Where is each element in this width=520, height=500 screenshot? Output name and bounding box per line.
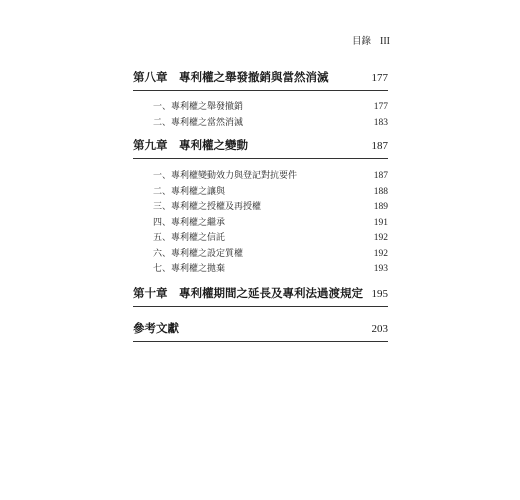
chapter-title: 第八章 專利權之舉發撤銷與當然消滅 — [133, 70, 329, 84]
chapter-heading[interactable] — [133, 137, 388, 159]
toc-chapter-10 — [133, 285, 388, 307]
section-title: 二、專利權之當然消滅 — [153, 117, 244, 128]
section-page-number: 191 — [373, 217, 388, 228]
section-title: 四、專利權之繼承 — [153, 217, 226, 228]
toc-section-row[interactable] — [133, 246, 388, 262]
toc-section-row[interactable] — [133, 261, 388, 277]
toc-section-row[interactable] — [133, 184, 388, 200]
chapter-page-number: 187 — [371, 140, 388, 152]
section-title: 七、專利權之拋棄 — [153, 264, 226, 274]
toc-section-row[interactable] — [133, 115, 388, 131]
section-list — [133, 99, 388, 130]
toc-chapter-8 — [133, 69, 388, 130]
section-title: 一、專利權變動效力與登記對抗要件 — [153, 171, 298, 181]
toc-section-row[interactable] — [133, 168, 388, 184]
section-page-number: 189 — [373, 202, 388, 212]
section-page-number: 192 — [373, 233, 388, 243]
toc-section-row[interactable] — [133, 199, 388, 215]
toc-section-row[interactable] — [133, 215, 388, 231]
section-page-number: 193 — [373, 264, 388, 274]
chapter-heading[interactable] — [133, 69, 388, 91]
section-title: 一、專利權之舉發撤銷 — [153, 102, 244, 112]
running-header-page-number: III — [380, 36, 390, 47]
section-page-number: 192 — [373, 248, 388, 259]
chapter-heading[interactable] — [133, 285, 388, 307]
section-list — [133, 168, 388, 277]
section-title: 二、專利權之讓與 — [153, 186, 226, 197]
toc-section-row[interactable] — [133, 99, 388, 115]
section-title: 六、專利權之設定質權 — [153, 248, 244, 259]
toc-section-row[interactable] — [133, 230, 388, 246]
running-header — [352, 33, 390, 47]
chapter-heading[interactable] — [133, 320, 388, 342]
chapter-title: 第十章 專利權期間之延長及專利法過渡規定 — [133, 286, 363, 300]
chapter-title: 第九章 專利權之變動 — [133, 138, 248, 152]
section-page-number: 187 — [373, 171, 388, 181]
section-title: 五、專利權之信託 — [153, 233, 226, 243]
chapter-title: 參考文獻 — [133, 321, 179, 335]
running-header-section: 目錄 — [351, 36, 371, 47]
chapter-page-number: 177 — [371, 72, 388, 84]
section-page-number: 183 — [373, 117, 388, 128]
section-page-number: 177 — [373, 102, 388, 112]
toc-chapter-9 — [133, 137, 388, 277]
toc-references — [133, 320, 388, 342]
chapter-page-number: 203 — [371, 323, 388, 335]
chapter-page-number: 195 — [371, 288, 388, 300]
section-title: 三、專利權之授權及再授權 — [153, 202, 262, 212]
section-page-number: 188 — [373, 186, 388, 197]
